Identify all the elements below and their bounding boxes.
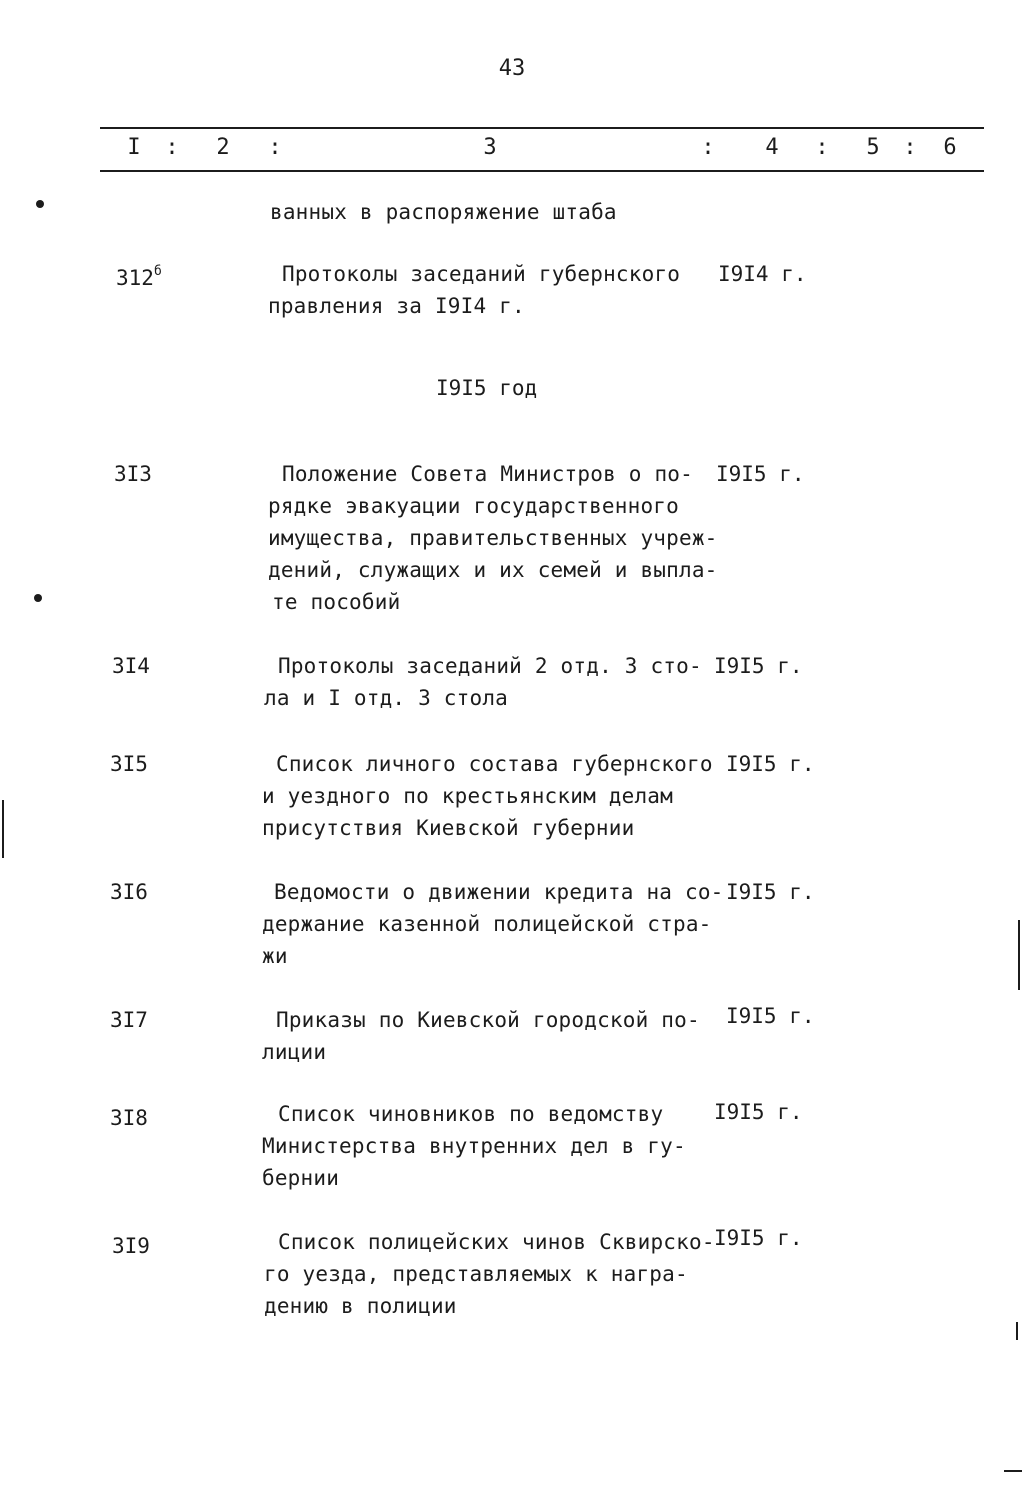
header-separator: : <box>903 135 917 160</box>
entry-title-line: Список личного состава губернского <box>276 752 713 776</box>
entry-title-line: держание казенной полицейской стра- <box>262 912 712 936</box>
entry-title-line: имущества, правительственных учреж- <box>268 526 718 550</box>
scan-edge-mark <box>1016 1322 1018 1340</box>
entry-year: I9I5 г. <box>716 462 805 486</box>
entry-title-line: Положение Совета Министров о по- <box>282 462 693 486</box>
header-separator: : <box>815 135 829 160</box>
entry-number: 3I9 <box>112 1234 150 1258</box>
entry-number: 3I7 <box>110 1008 148 1032</box>
entry-title-line: Протоколы заседаний губернского <box>282 262 681 286</box>
entry-number: 3I6 <box>110 880 148 904</box>
entry-title-line: Протоколы заседаний 2 отд. 3 сто- <box>278 654 702 678</box>
scan-edge-mark <box>1004 1470 1022 1472</box>
entry-title-line: присутствия Киевской губернии <box>262 816 635 840</box>
entry-number: 3I8 <box>110 1106 148 1130</box>
entry-title-line: правления за I9I4 г. <box>268 294 525 318</box>
entry-year: I9I5 г. <box>714 1226 803 1250</box>
entry-year: I9I4 г. <box>718 262 807 286</box>
entry-title-line: Приказы по Киевской городской по- <box>276 1008 700 1032</box>
entry-number: 3I3 <box>114 462 152 486</box>
continuation-line: ванных в распоряжение штаба <box>270 200 617 224</box>
header-separator: : <box>165 135 179 160</box>
entry-title-line: и уездного по крестьянским делам <box>262 784 673 808</box>
binding-hole-mark <box>36 200 44 208</box>
table-header-top-rule <box>100 127 984 129</box>
page-number: 43 <box>498 56 526 81</box>
header-col-3: 3 <box>483 135 497 160</box>
entry-year: I9I5 г. <box>726 1004 815 1028</box>
entry-title-line: Ведомости о движении кредита на со- <box>274 880 724 904</box>
table-header-bottom-rule <box>100 170 984 172</box>
entry-title-line: го уезда, представляемых к награ- <box>264 1262 688 1286</box>
header-col-6: 6 <box>943 135 957 160</box>
header-col-5: 5 <box>866 135 880 160</box>
entry-title-line: дений, служащих и их семей и выпла- <box>268 558 718 582</box>
entry-number: 3I4 <box>112 654 150 678</box>
entry-title-line: Список полицейских чинов Сквирско- <box>278 1230 715 1254</box>
entry-title-line: Министерства внутренних дел в гу- <box>262 1134 686 1158</box>
entry-title-line: бернии <box>262 1166 340 1190</box>
header-col-4: 4 <box>765 135 779 160</box>
entry-title-line: рядке эвакуации государственного <box>268 494 679 518</box>
entry-title-line: Список чиновников по ведомству <box>278 1102 664 1126</box>
entry-year: I9I5 г. <box>714 654 803 678</box>
scan-edge-mark <box>2 800 4 858</box>
entry-title-line: ла и I отд. 3 стола <box>264 686 509 710</box>
scan-edge-mark <box>1018 920 1020 990</box>
header-separator: : <box>268 135 282 160</box>
binding-hole-mark <box>34 594 42 602</box>
header-col-2: 2 <box>216 135 230 160</box>
entry-number: $312^б$ <box>116 264 162 290</box>
entry-title-line: те пособий <box>272 590 401 614</box>
entry-year: I9I5 г. <box>726 880 815 904</box>
header-separator: : <box>701 135 715 160</box>
entry-year: I9I5 г. <box>726 752 815 776</box>
header-col-1: I <box>127 135 141 160</box>
section-heading-year: I9I5 год <box>436 376 538 400</box>
entry-title-line: жи <box>262 944 288 968</box>
entry-year: I9I5 г. <box>714 1100 803 1124</box>
entry-number: 3I5 <box>110 752 148 776</box>
entry-title-line: лиции <box>262 1040 327 1064</box>
entry-title-line: дению в полиции <box>264 1294 457 1318</box>
entry-number-superscript: б <box>153 264 162 279</box>
